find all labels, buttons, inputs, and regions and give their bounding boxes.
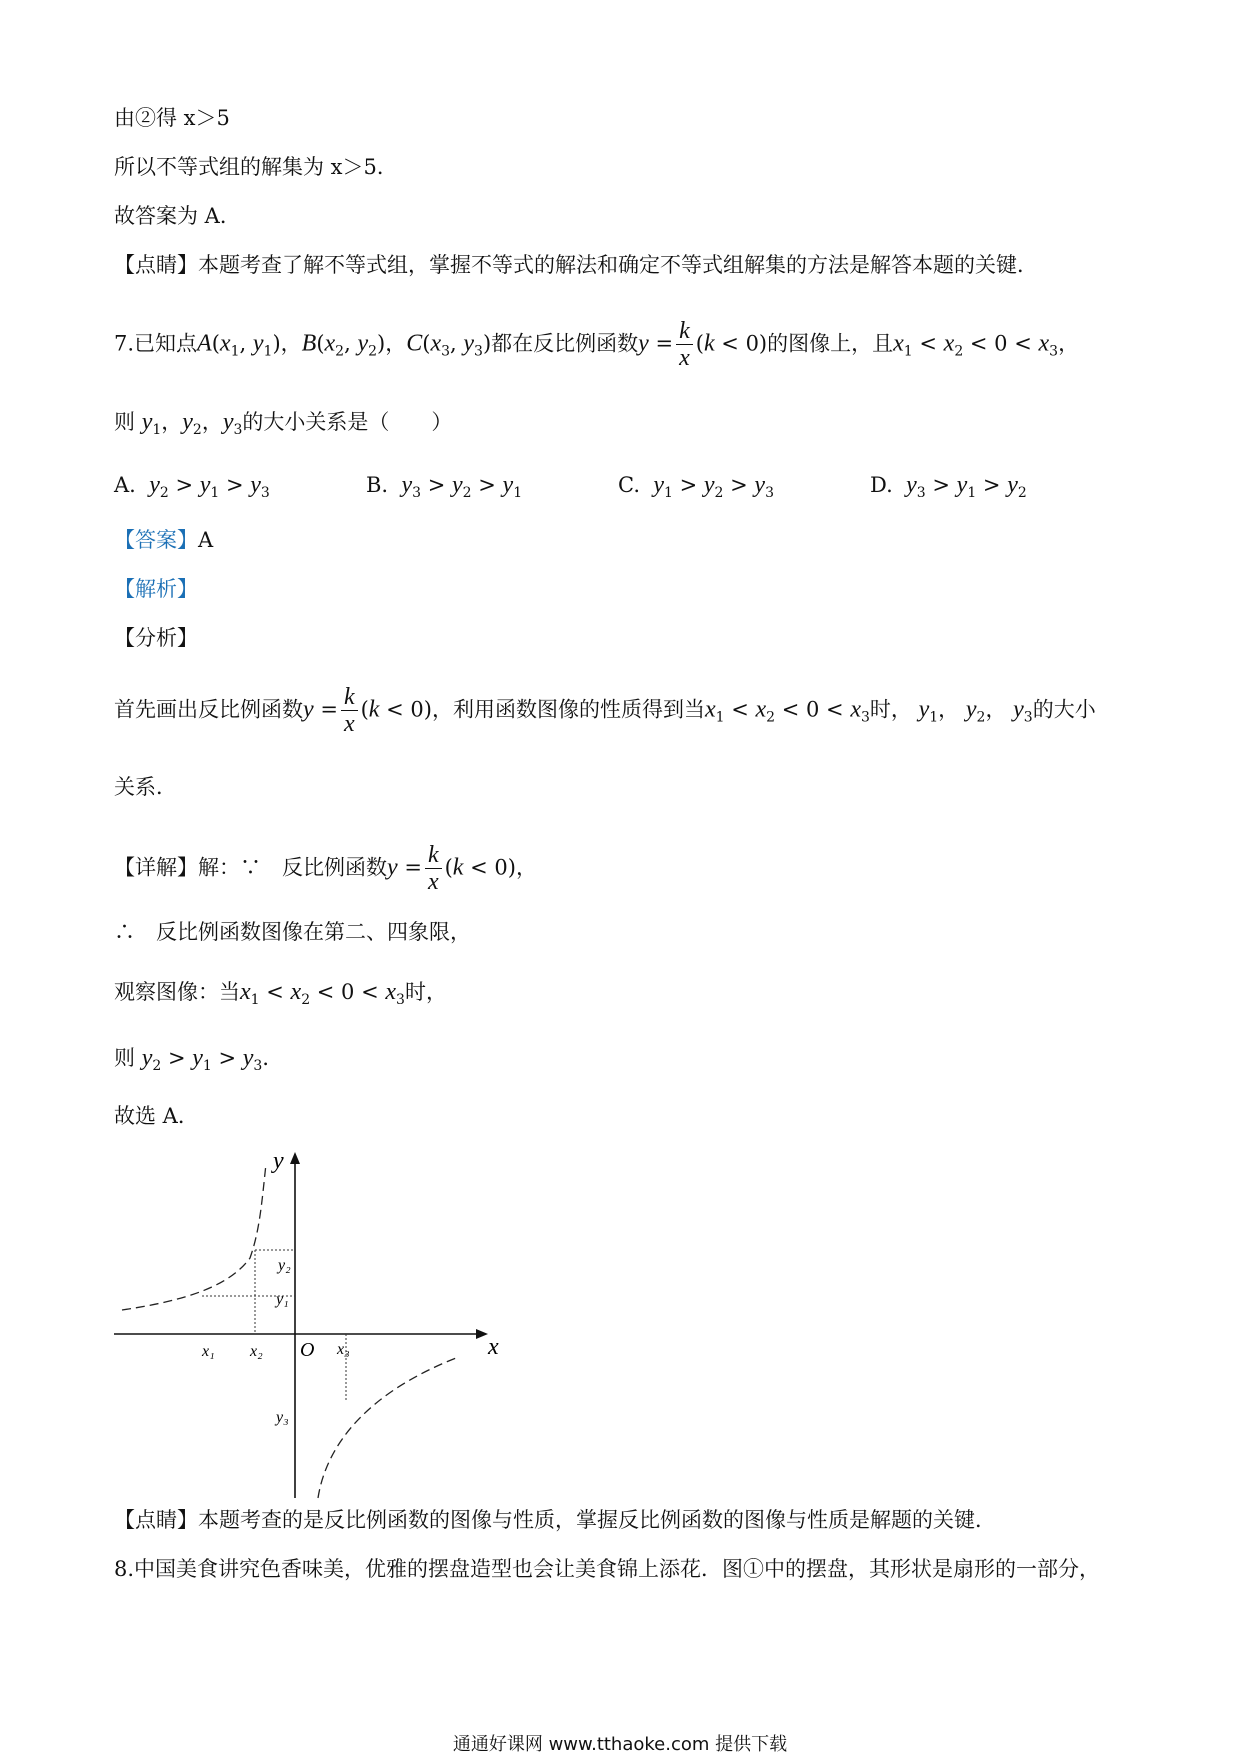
therefore-line: ∴ 反比例函数图像在第二、四象限， bbox=[114, 920, 471, 944]
option-b: B. $y_3 > y_2 > y_1$ bbox=[366, 472, 523, 501]
curve-branch-right bbox=[318, 1358, 456, 1498]
then-line: 则 $y_2 > y_1 > y_3$． bbox=[114, 1045, 284, 1074]
text-line-3: 故答案为 A． bbox=[114, 204, 241, 228]
fenxi-line-2: 关系． bbox=[114, 775, 177, 799]
choose-line: 故选 A． bbox=[114, 1104, 199, 1128]
dianjing-1: 【点睛】本题考查了解不等式组，掌握不等式的解法和确定不等式组解集的方法是解答本题的关键． bbox=[114, 253, 1038, 277]
label-y3: y₃ bbox=[276, 1409, 289, 1426]
detail-line: 【详解】解：∵ 反比例函数y = $\frac{k}{x}$ (k < 0)， bbox=[114, 842, 537, 896]
analysis-label: 【解析】 bbox=[114, 577, 198, 601]
y-axis-arrow bbox=[290, 1152, 300, 1164]
question-7: 7.已知点$A(x_1$, $y_1$)，$B(x_2$, $y_2$)，$C(x_3$, $y_3$)都在反比例函数y = $\frac{k}{x}$ (k < 0)的图像上，且$x_1 < x_2 < 0 < x_3$， bbox=[114, 318, 1080, 372]
text-line-2: 所以不等式组的解集为 x＞5． bbox=[114, 155, 398, 179]
curve-branch-left bbox=[122, 1164, 266, 1310]
question-7-line-2: 则 $y_1$，$y_2$，$y_3$的大小关系是（ ） bbox=[114, 409, 453, 438]
label-y-axis: y bbox=[273, 1148, 284, 1174]
footer-watermark: 通通好课网 www.tthaoke.com 提供下载 bbox=[452, 1734, 788, 1755]
x-axis-arrow bbox=[476, 1329, 488, 1339]
fenxi-label: 【分析】 bbox=[114, 626, 198, 650]
fenxi-line: 首先画出反比例函数y = $\frac{k}{x}$ (k < 0)，利用函数图像的性质得到当$x_1 < x_2 < 0 < x_3$时， $y_1$， $y_2$， $y_3$的大小 bbox=[114, 684, 1096, 738]
label-y2: y₂ bbox=[278, 1257, 291, 1274]
question-8: 8.中国美食讲究色香味美，优雅的摆盘造型也会让美食锦上添花．图①中的摆盘，其形状是扇形的一部分， bbox=[114, 1557, 1101, 1581]
label-x2: x₂ bbox=[250, 1343, 263, 1360]
option-a: A. $y_2 > y_1 > y_3$ bbox=[114, 472, 270, 501]
option-c: C. $y_1 > y_2 > y_3$ bbox=[618, 472, 774, 501]
label-y1: y₁ bbox=[276, 1291, 289, 1308]
label-x3: x₃ bbox=[337, 1341, 350, 1358]
option-d: D. $y_3 > y_1 > y_2$ bbox=[870, 472, 1027, 501]
text-line-1: 由②得 x＞5 bbox=[114, 106, 230, 130]
inverse-proportion-graph bbox=[110, 1140, 510, 1500]
label-x1: x₁ bbox=[202, 1343, 215, 1360]
label-x-axis: x bbox=[488, 1334, 499, 1360]
observe-line: 观察图像：当$x_1 < x_2 < 0 < x_3$时， bbox=[114, 979, 447, 1008]
fraction-k-x: $\frac{k}{x}$ bbox=[676, 318, 693, 372]
answer-line: 【答案】A bbox=[114, 528, 214, 552]
label-origin: O bbox=[300, 1339, 315, 1361]
dianjing-2: 【点睛】本题考查的是反比例函数的图像与性质，掌握反比例函数的图像与性质是解题的关键． bbox=[114, 1508, 996, 1532]
